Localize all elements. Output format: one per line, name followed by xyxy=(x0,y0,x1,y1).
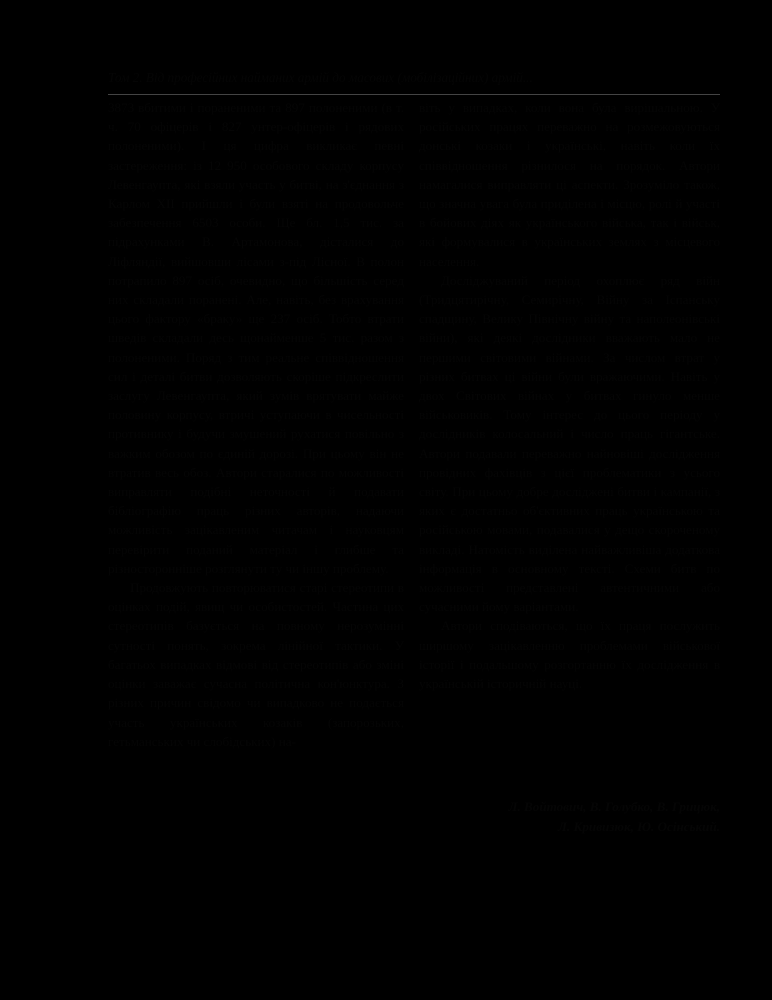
author-signature xyxy=(419,797,720,837)
left-column xyxy=(108,98,404,751)
left-paragraph-1: 3873 вбитими і пораненими та 897 полоненими (в т. ч. 70 офіцерів і 827 унтер-офіцерів і рядових полоненими). І ця цифра викликає певні застереження: із 12 950 особового складу корпусу Левенгаупта, які взяли участь у битві, на з'єднання з Карлом XII прийшли і були взяті на продовольче забезпечення 6503 особи. Ще бл. 1,5 тис. за підрахунками В. Артамонова, дісталися до Ліфляндії, вийшовши лісами з-під Лісної. В полон потрапило 897 осіб, очевидно, що більшість серед них складали поранені. Але, навіть, без врахування цього фактору «браку» ще 237 осіб. Тобто втрати шведів складали десь щонайменше 5 тис. разом з полоненими. Поряд з тим реальне співвідношення сил і деталі битви дозволяють скоріше підкреслити заслугу Левенгаупта, який зумів врятувати майже половину корпусу, втричі уступаючи в чисельності противнику і будучи змушений рухатися повільно з важким обозом по єдиній дорозі. При цьому він не втратив весь обоз. Автори старалися по можливості виправляти подібні неточності й подавати бібліографію праць різних авторів, надаючи можливість зацікавленим читачам і науковцям перевірити поданий матеріал і глибше та різносторонніше розглянути ту чи іншу проблему. xyxy=(108,100,404,576)
left-paragraph-2: Продовжують повторюватися старі стереотипи в оцінках подій, явищ чи особистостей. Частина цих стереотипів базується на повному нерозумінні сутності понять, зокрема лінійної тактики. У багатьох випадках відмові від стереотипів або зміні оцінки заважає сучасна політична кон'юнктура. З різних причин свідомо чи випадково не подається участь українських козаків (запорозьких, гетьманських чи слобідських) на- xyxy=(108,580,404,749)
authors-line-1: Л. Войтович, В. Голубко, В. Грицюк, xyxy=(508,799,720,814)
authors-line-2: Л. Кривизюк, Ю. Осінський. xyxy=(557,819,720,834)
right-paragraph-2: Досліджуваний період охоплює ряд війн (Тридцятирічну, Семирічну, Війну за Іспанську спадщину, Велику Північну війну та наполеонівські війни), які деякі дослідники вважають мало не першими світовими війнами. За числом втрат у різних битвах ці війни були вражаючими. Навіть у двох Світових війнах у битвах гинуло менше військовиків. Тому інтерес до цього періоду у дослідників колосальний і число праць гігантське. Автори подавали переважно найновіші дослідження провідних фахівців з цієї проблематики з усього світу. При цьому добре досліджені битви і кампанії, з яких є достатньо об'єктивних праць українською та російською мовами, подавалися у дещо скороченому викладі. Натомість виділена найважливіша додаткова інформація в основному тексті. Схеми битв по можливості представлені автентичними або сучасними йому варіантами. xyxy=(419,272,720,615)
right-column xyxy=(419,98,720,693)
running-header: Том 2. Від професійних найманих армій до масових (мобілізаційних) армій... xyxy=(108,70,533,85)
right-paragraph-3: Автори сподіваються, що їх праця послужить ширшому зацікавленню проблемами військової історії і подальшому розгортанню їх дослідження в українській історичній науці. xyxy=(419,618,720,692)
right-paragraph-1: віть у випадках, коли вона була вирішальною. У російських працях переважно на розмежовуються донські козаки і українські, навіть коли їх співвідношення різнилося на порядок. Автори намагалися виправляти ці аспекти. Зрозуміло також, що значна увага була приділена і місцю, ролі й участі в бойових діях як українського війська, так і військ, які формувалися в українських землях з місцевого населення. xyxy=(419,100,720,269)
header-rule xyxy=(108,94,720,95)
